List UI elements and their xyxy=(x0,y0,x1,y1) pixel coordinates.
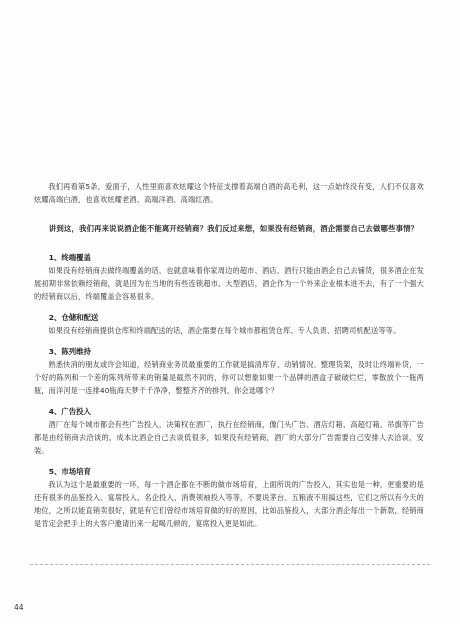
section-advertising xyxy=(34,405,424,457)
article-body xyxy=(34,180,424,530)
intro-paragraph: 我们再看第5条，爱面子，人性里面喜欢炫耀这个特征支撑着高端白酒的高毛利，这一点始终没有变，人们不仅喜欢炫耀高端白酒，也喜欢炫耀老酒、高端洋酒、高端红酒。 xyxy=(34,182,424,204)
section-body: 酒厂在每个城市都会有些广告投入，决策权在酒厂，执行在经销商，像门头广告、酒店灯箱、高超灯箱、吊旗等广告都是由经销商去洽谈的，成本比酒企自己去谈低很多，如果没有经销商，酒厂的大部分广告需要自己安排人去洽谈、安装。 xyxy=(34,420,424,455)
question-paragraph: 讲到这，我们再来说说酒企能不能离开经销商？我们反过来想，如果没有经销商，酒企需要自己去做哪些事情？ xyxy=(48,224,419,233)
page-number: 44 xyxy=(14,603,24,612)
section-body: 我认为这个是最重要的一环，每一个酒企都在不断的做市场培育，上面所说的广告投入，其实也是一种，更重要的是还有很多的品鉴投入、宴席投入、名企投入、消费领袖投入等等，不要说茅台、五粮液不用搞这些，它们之所以有今天的地位，之所以能直销卖很好，就是有它们曾经市场培育做的好的原因，比如品鉴投入，大部分酒企每出一个新款，经销商是肯定会把手上的大客户邀请出来一起喝几顿的，宴席投入更是如此。 xyxy=(34,480,424,528)
section-heading: 2、仓储和配送 xyxy=(48,313,99,322)
section-heading: 4、广告投入 xyxy=(48,407,91,416)
section-storage-delivery xyxy=(34,311,424,337)
section-body: 如果没有经销商提供仓库和终端配送的话，酒企需要在每个城市都租赁仓库、专人负责、招聘司机配送等等。 xyxy=(48,326,401,335)
section-body: 熟悉快消的朋友或许会知道，经销商业务员最重要的工作就是搞清库存、动销情况、整理货架，及时让终端补货，一个好的陈列和一个差的陈列所带来的销量是截然不同的，你可以想象如果一个品牌的酒盒子破破烂烂，零散放个一瓶两瓶，而洋河是一连排40瓶海天梦千千净净，整整齐齐的排列，你会选哪个？ xyxy=(34,360,424,395)
section-market-cultivation xyxy=(34,465,424,530)
section-heading: 1、终端覆盖 xyxy=(48,253,91,262)
section-body: 如果没有经销商去做终端覆盖的话，也就意味着你家周边的超市、酒店、酒行只能由酒企自己去铺货，很多酒企在发展初期非常依赖经销商，就是因为在当地的有些连锁超市、大型酒店，酒企作为一个外来企业根本进不去，有了一个强大的经销商以后，终端覆盖会容易很多。 xyxy=(34,266,424,301)
section-heading: 3、陈列维持 xyxy=(48,347,91,356)
section-heading: 5、市场培育 xyxy=(48,467,91,476)
footer-divider xyxy=(30,564,430,565)
section-display-maintenance xyxy=(34,345,424,397)
section-terminal-coverage xyxy=(34,251,424,303)
